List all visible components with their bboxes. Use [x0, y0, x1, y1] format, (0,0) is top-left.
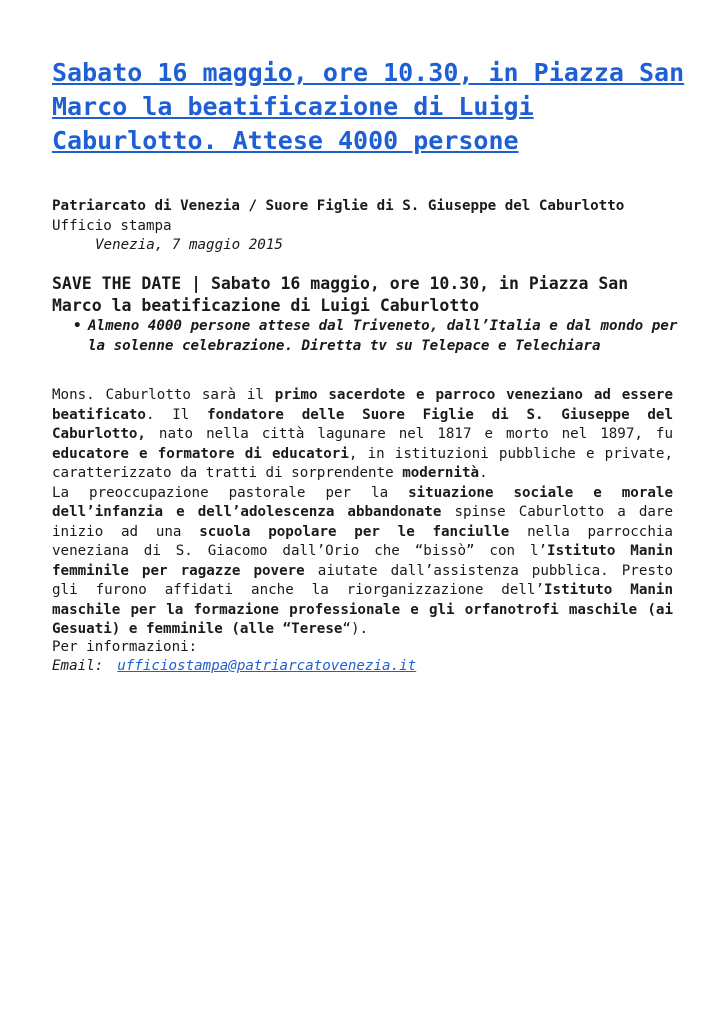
paragraph-1 — [52, 386, 673, 484]
bold-run: scuola popolare per le fanciulle — [199, 523, 510, 540]
text-run: aiutate dall’assistenza pubblica. Presto gli furono affidati anche la riorganizzazione dell’ — [52, 562, 673, 598]
bold-run: educatore e formatore di educatori — [52, 445, 349, 462]
page-title[interactable]: Sabato 16 maggio, ore 10.30, in Piazza San Marco la beatificazione di Luigi Caburlotto. Attese 4000 persone — [52, 58, 685, 155]
paragraph-2 — [52, 484, 673, 640]
text-run: . — [479, 465, 488, 481]
email-line — [52, 657, 416, 677]
text-run: nella parrocchia veneziana di S. Giacomo dall’Orio che “bissò” con l’ — [52, 523, 673, 559]
email-label: Email: — [52, 658, 104, 674]
article-body — [52, 386, 673, 640]
press-header — [52, 197, 682, 236]
save-the-date-heading: SAVE THE DATE | Sabato 16 maggio, ore 10.30, in Piazza San Marco la beatificazione di Luigi Caburlotto — [52, 274, 629, 315]
bullet-icon: • — [73, 318, 82, 334]
text-run: , in istituzioni pubbliche e private, caratterizzato da tratti di sorprendente — [52, 445, 673, 481]
list-item — [73, 317, 683, 356]
list-item-text: Almeno 4000 persone attese dal Triveneto, dall’Italia e dal mondo per la solenne celebrazione. Diretta tv su Telepace e Telechiara — [88, 318, 678, 354]
bold-run: modernità — [402, 465, 480, 481]
info-label: Per informazioni: — [52, 639, 198, 655]
text-run: . Il — [145, 406, 208, 423]
bold-run: Istituto Manin maschile per la formazione professionale e gli orfanotrofi maschile (ai Gesuati) e femminile (alle “Terese — [52, 582, 673, 637]
bold-run: situazione sociale e morale dell’infanzia e dell’adolescenza abbandonate — [52, 484, 673, 520]
dateline: Venezia, 7 maggio 2015 — [95, 237, 283, 253]
text-run: nato nella città lagunare nel 1817 e morto nel 1897, fu — [145, 426, 673, 442]
text-run: “). — [342, 621, 369, 637]
email-link[interactable]: ufficiostampa@patriarcatovenezia.it — [117, 658, 417, 674]
bold-run: Istituto Manin femminile per ragazze povere — [52, 543, 673, 579]
organization-name: Patriarcato di Venezia / Suore Figlie di S. Giuseppe del Caburlotto — [52, 198, 625, 214]
press-office: Ufficio stampa — [52, 217, 172, 234]
text-run: Mons. Caburlotto sarà il — [52, 387, 275, 403]
highlights-list — [73, 317, 683, 356]
text-run: La preoccupazione pastorale per la — [52, 484, 409, 501]
text-run: spinse Caburlotto a dare inizio ad una — [52, 504, 673, 540]
bold-run: primo sacerdote e parroco veneziano ad essere beatificato — [52, 387, 673, 423]
bold-run: fondatore delle Suore Figlie di S. Giuseppe del Caburlotto, — [52, 406, 673, 442]
